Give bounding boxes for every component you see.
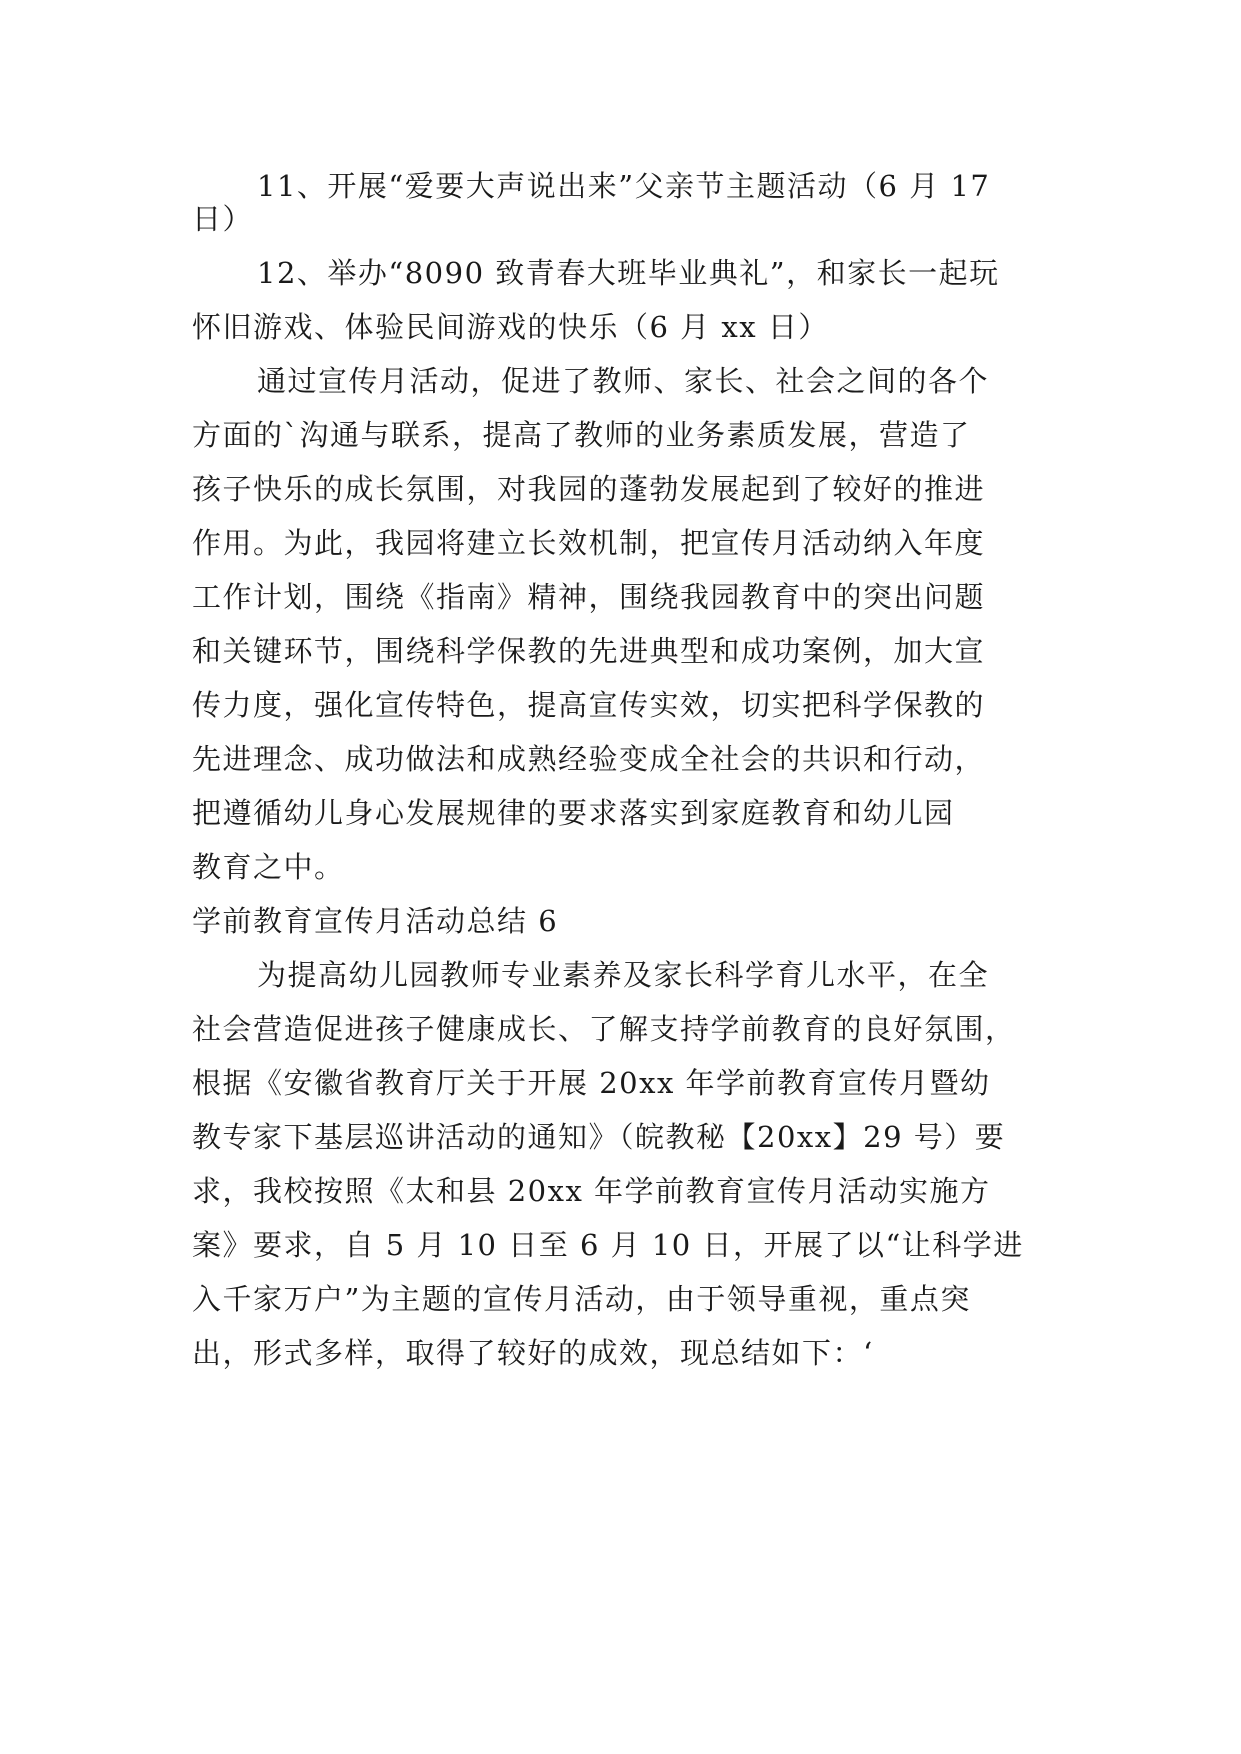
summary-line-10: 教育之中。	[192, 850, 345, 884]
intro-line-4: 教专家下基层巡讲活动的通知》（皖教秘【20xx】29 号）要	[192, 1120, 1006, 1154]
summary-line-4: 作用。为此，我园将建立长效机制，把宣传月活动纳入年度	[192, 526, 986, 560]
intro-line-2: 社会营造促进孩子健康成长、了解支持学前教育的良好氛围，	[192, 1012, 1016, 1046]
summary-line-6: 和关键环节，围绕科学保教的先进典型和成功案例，加大宣	[192, 634, 986, 668]
summary-line-2: 方面的`沟通与联系，提高了教师的业务素质发展，营造了	[192, 418, 971, 452]
summary-line-5: 工作计划，围绕《指南》精神，围绕我园教育中的突出问题	[192, 580, 986, 614]
item-12-line-2: 怀旧游戏、体验民间游戏的快乐（6 月 xx 日）	[192, 310, 829, 344]
item-11-line-2: 日）	[192, 202, 254, 236]
summary-line-9: 把遵循幼儿身心发展规律的要求落实到家庭教育和幼儿园	[192, 796, 955, 830]
intro-line-6: 案》要求，自 5 月 10 日至 6 月 10 日，开展了以“让科学进	[192, 1228, 1024, 1262]
summary-line-8: 先进理念、成功做法和成熟经验变成全社会的共识和行动，	[192, 742, 986, 776]
section-title: 学前教育宣传月活动总结 6	[192, 904, 559, 938]
summary-line-7: 传力度，强化宣传特色，提高宣传实效，切实把科学保教的	[192, 688, 986, 722]
summary-line-3: 孩子快乐的成长氛围，对我园的蓬勃发展起到了较好的推进	[192, 472, 986, 506]
intro-line-3: 根据《安徽省教育厅关于开展 20xx 年学前教育宣传月暨幼	[192, 1066, 991, 1100]
item-12-line-1: 12、举办“8090 致青春大班毕业典礼”，和家长一起玩	[257, 256, 1000, 290]
intro-line-5: 求，我校按照《太和县 20xx 年学前教育宣传月活动实施方	[192, 1174, 991, 1208]
item-11-line-1: 11、开展“爱要大声说出来”父亲节主题活动（6 月 17	[257, 169, 991, 203]
intro-line-7: 入千家万户”为主题的宣传月活动，由于领导重视，重点突	[192, 1282, 971, 1316]
intro-line-1: 为提高幼儿园教师专业素养及家长科学育儿水平，在全	[257, 958, 990, 992]
summary-line-1: 通过宣传月活动，促进了教师、家长、社会之间的各个	[257, 364, 990, 398]
intro-line-8: 出，形式多样，取得了较好的成效，现总结如下：‘	[192, 1336, 874, 1370]
